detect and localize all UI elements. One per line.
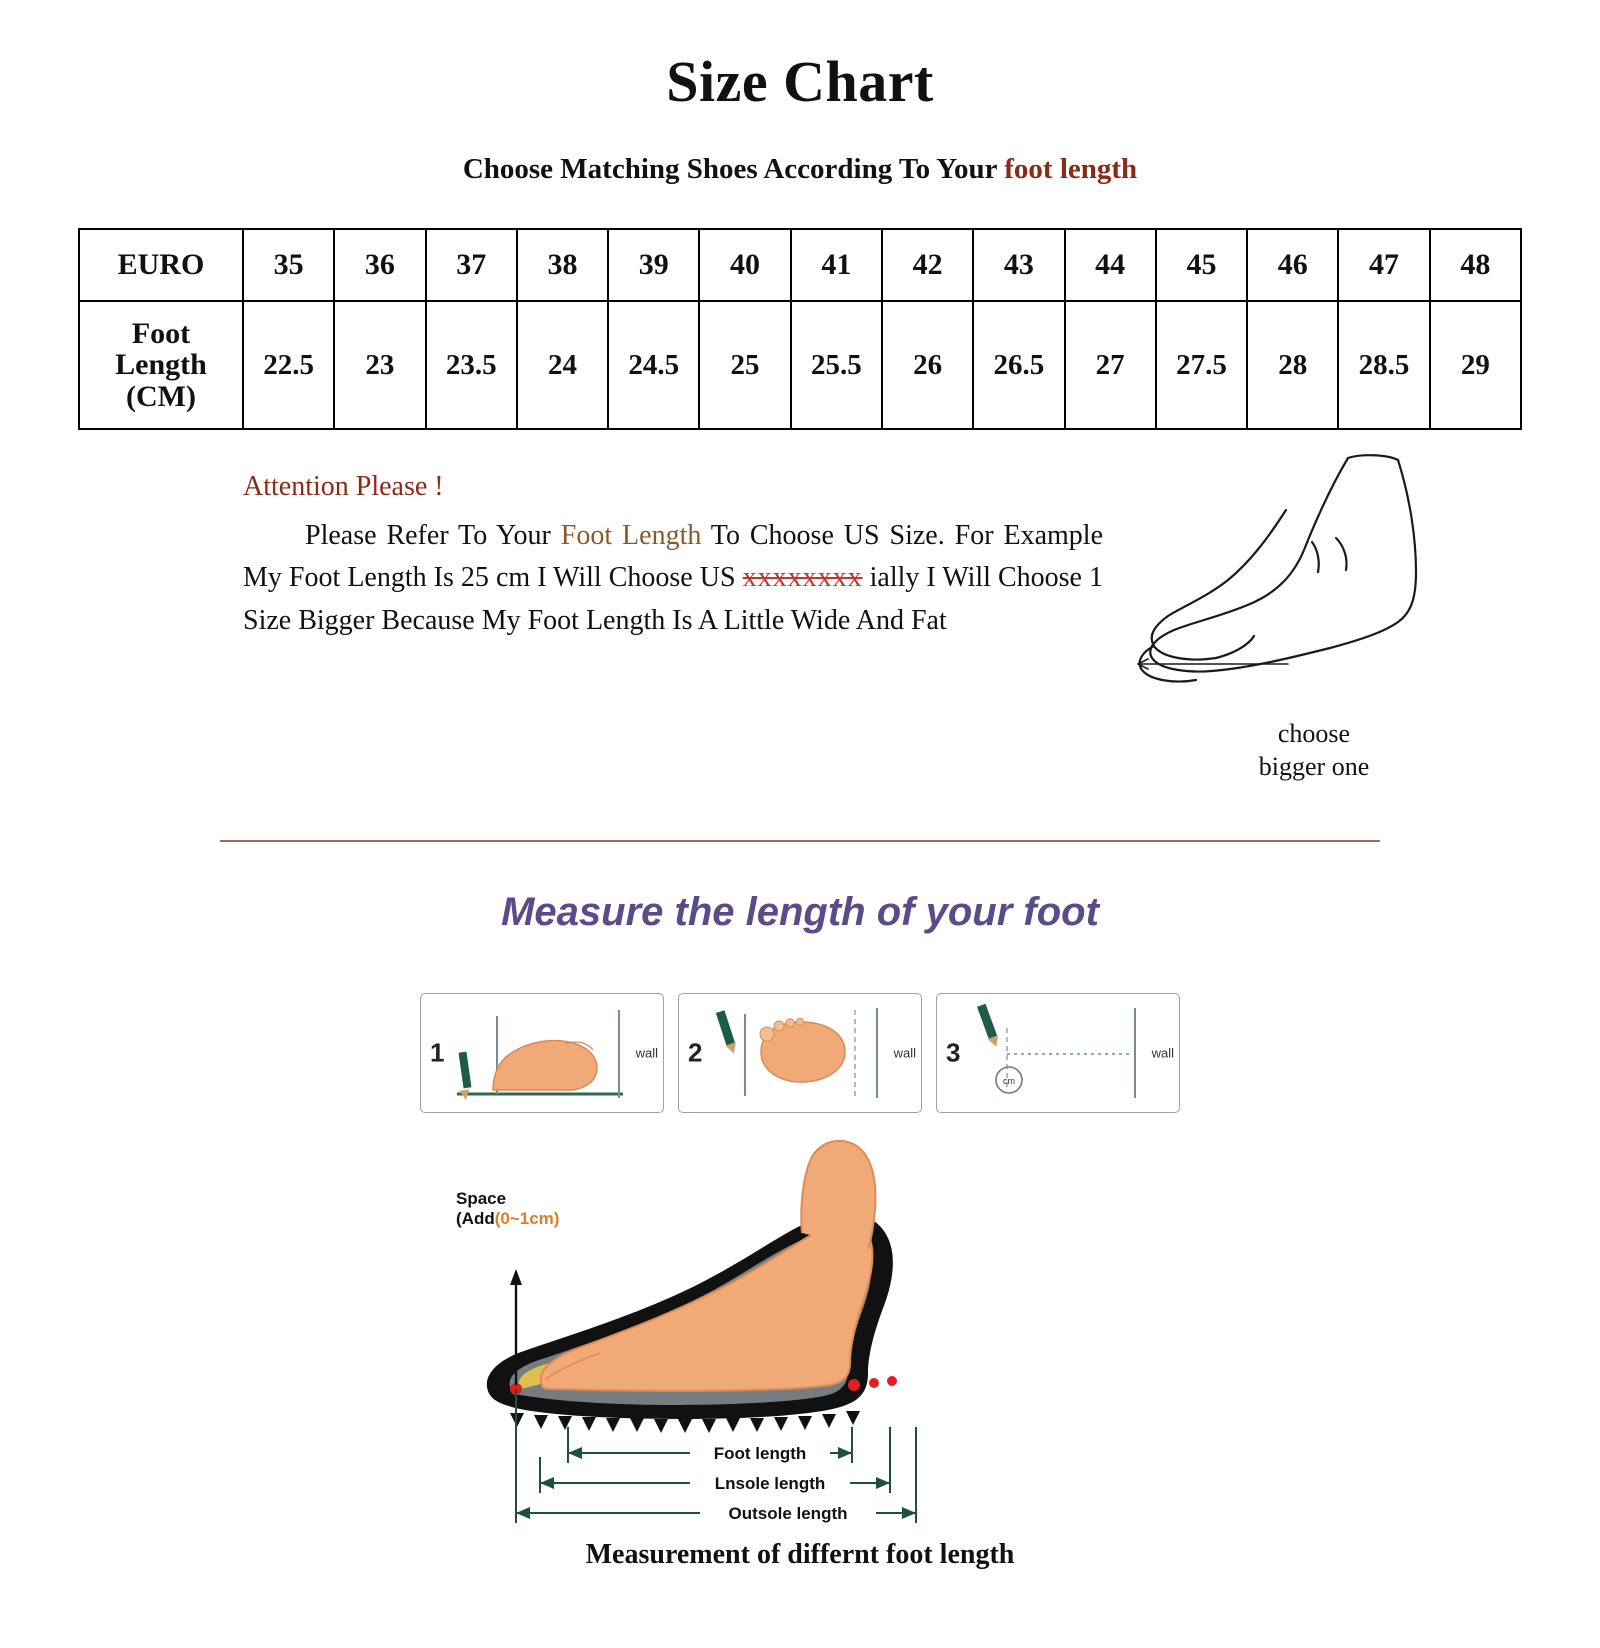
subtitle-plain-text: Choose Matching Shoes According To Your (462, 153, 1005, 185)
table-cell: 45 (1156, 229, 1247, 301)
attention-body (243, 515, 1103, 643)
choose-bigger-annotation (1184, 718, 1444, 783)
svg-text:cm: cm (1003, 1076, 1015, 1086)
table-cell: 26 (882, 301, 973, 429)
table-cell: 25.5 (791, 301, 882, 429)
table-cell: 23.5 (426, 301, 517, 429)
row-header-line-2: Length (115, 348, 207, 382)
attention-part-2: To Choose US Size. For Example My Foot Length Is 25 cm I Will Choose US (243, 519, 1103, 594)
table-cell: 48 (1430, 229, 1521, 301)
dimension-outsole-length-text: Outsole length (728, 1504, 848, 1523)
section-divider (220, 840, 1380, 842)
table-cell: 38 (517, 229, 608, 301)
row-header-foot-length (79, 301, 243, 429)
table-cell: 29 (1430, 301, 1521, 429)
row-header-euro: EURO (79, 229, 243, 301)
step-3-illustration (963, 994, 1153, 1112)
attention-section (78, 466, 1522, 826)
table-cell: 35 (243, 229, 334, 301)
table-cell: 25 (699, 301, 790, 429)
attention-part-1: Please Refer To Your (305, 519, 561, 551)
table-cell: 36 (334, 229, 425, 301)
page-subtitle (0, 153, 1600, 186)
table-cell: 27 (1065, 301, 1156, 429)
step-number-label: 3 (946, 1037, 961, 1068)
table-cell: 24.5 (608, 301, 699, 429)
subtitle-accent-text: foot length (1004, 153, 1138, 185)
measure-step-1 (420, 993, 664, 1113)
step-2-illustration (705, 994, 895, 1112)
table-cell: 39 (608, 229, 699, 301)
wall-label: wall (893, 1045, 916, 1061)
row-header-line-3: (CM) (126, 379, 196, 413)
table-cell: 42 (882, 229, 973, 301)
wall-label: wall (1151, 1045, 1174, 1061)
attention-part-3: ially I Will Choose 1 Size Bigger Because My Foot Length Is A Little Wide And Fat (243, 562, 1103, 636)
foot-outline-sketch (1098, 446, 1498, 706)
attention-struck-text: xxxxxxxx (742, 562, 863, 594)
attention-title: Attention Please ! (243, 471, 444, 502)
space-annotation-line-1: Space (456, 1189, 507, 1208)
choose-bigger-line-1: choose (1277, 719, 1351, 748)
table-cell: 47 (1338, 229, 1429, 301)
page-title: Size Chart (666, 49, 934, 114)
table-cell: 37 (426, 229, 517, 301)
row-header-line-1: Foot (131, 316, 191, 350)
table-cell: 46 (1247, 229, 1338, 301)
table-row (79, 301, 1521, 429)
dimension-insole-length-text: Lnsole length (714, 1474, 826, 1493)
foot-measurement-diagram (450, 1127, 1150, 1527)
table-row (79, 229, 1521, 301)
diagram-caption: Measurement of differnt foot length (585, 1539, 1015, 1570)
foot-diagram-svg (450, 1127, 1150, 1527)
table-cell: 24 (517, 301, 608, 429)
space-range-text: (0~1cm) (494, 1209, 560, 1229)
wall-label: wall (635, 1045, 658, 1061)
dimension-foot-length-text: Foot length (713, 1444, 807, 1463)
choose-bigger-line-2: bigger one (1258, 751, 1370, 781)
table-cell: 28.5 (1338, 301, 1429, 429)
table-cell: 23 (334, 301, 425, 429)
size-table-container (78, 228, 1522, 430)
space-annotation (456, 1189, 559, 1230)
table-cell: 40 (699, 229, 790, 301)
measure-section-title: Measure the length of your foot (501, 890, 1099, 934)
step-number-label: 2 (688, 1037, 703, 1068)
attention-foot-length-highlight: Foot Length (560, 519, 702, 551)
table-cell: 41 (791, 229, 882, 301)
table-cell: 26.5 (973, 301, 1064, 429)
table-cell: 28 (1247, 301, 1338, 429)
table-cell: 44 (1065, 229, 1156, 301)
step-1-illustration (447, 994, 637, 1112)
table-cell: 43 (973, 229, 1064, 301)
space-add-text: (Add (456, 1209, 495, 1229)
attention-text-block (243, 466, 1103, 642)
space-annotation-line-2 (456, 1209, 559, 1229)
measure-step-3 (936, 993, 1180, 1113)
table-cell: 27.5 (1156, 301, 1247, 429)
step-number-label: 1 (430, 1037, 445, 1068)
measure-step-2 (678, 993, 922, 1113)
size-chart-table (78, 228, 1522, 430)
measure-steps-container (420, 993, 1180, 1113)
table-cell: 22.5 (243, 301, 334, 429)
